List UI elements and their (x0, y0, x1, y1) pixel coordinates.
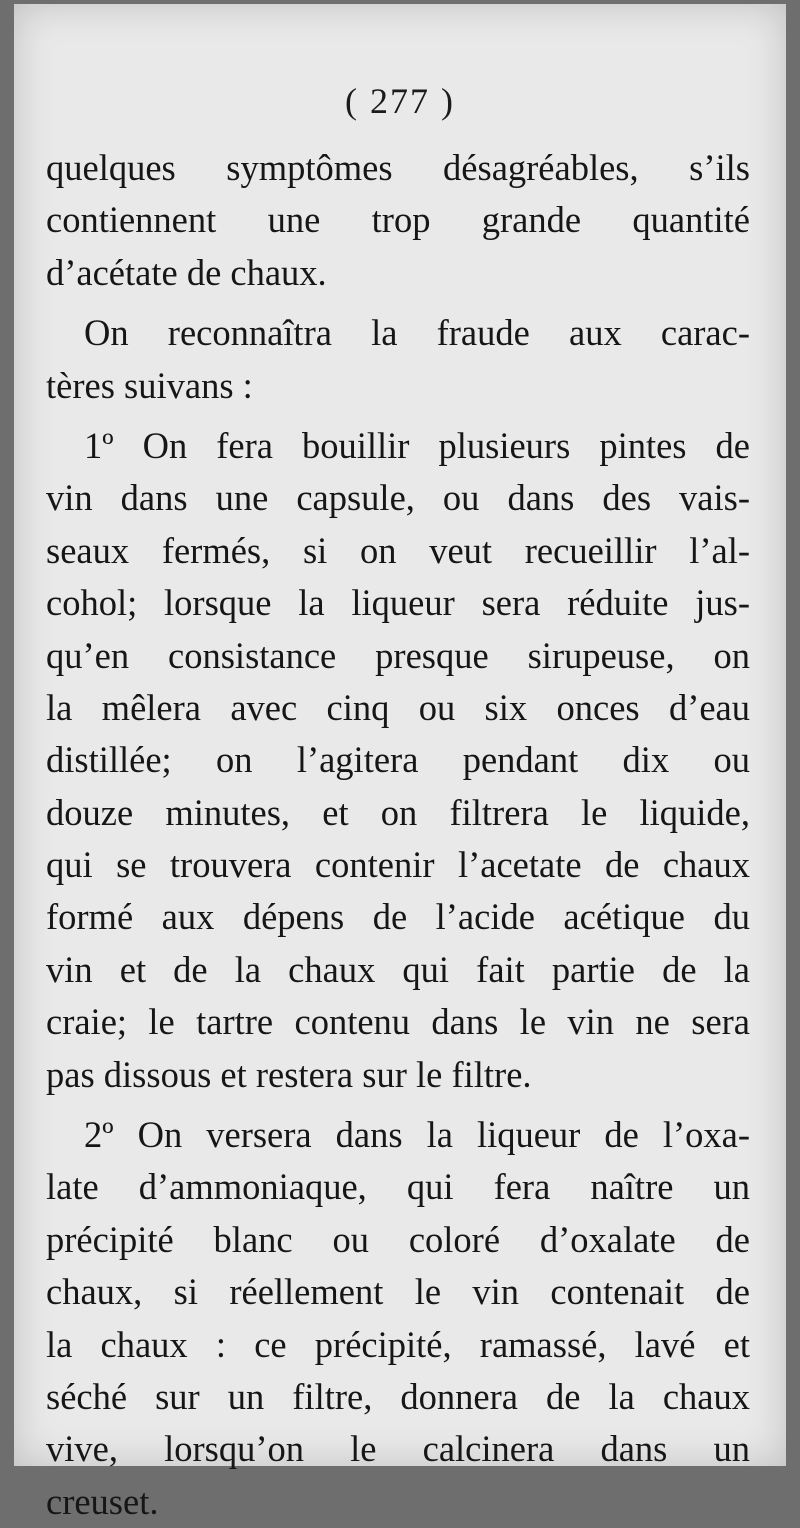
text-line: vin dans une capsule, ou dans des vais- (46, 477, 750, 519)
text-line: tères suivans : (46, 364, 253, 406)
text-line: 2º On versera dans la liqueur de l’oxa- (84, 1114, 750, 1156)
text-line: quelques symptômes désagréables, s’ils (46, 147, 750, 188)
page-number: ( 277 ) (345, 81, 455, 121)
text-line: qui se trouvera contenir l’acetate de chaux (46, 844, 750, 886)
text-line: pas dissous et restera sur le filtre. (46, 1053, 532, 1095)
text-line: craie; le tartre contenu dans le vin ne sera (46, 1001, 750, 1043)
text-line: seaux fermés, si on veut recueillir l’al- (46, 529, 750, 571)
text-line: vin et de la chaux qui fait partie de la (46, 948, 750, 990)
text-line: creuset. (46, 1480, 159, 1522)
paragraph-1 (46, 142, 750, 299)
book-page (14, 4, 786, 1522)
paragraph-4 (46, 1109, 750, 1528)
text-line: distillée; on l’agitera pendant dix ou (46, 739, 750, 781)
paragraph-3 (46, 420, 750, 1101)
text-line: formé aux dépens de l’acide acétique du (46, 896, 750, 938)
text-line: qu’en consistance presque sirupeuse, on (46, 634, 750, 676)
text-line: la chaux : ce précipité, ramassé, lavé et (46, 1323, 750, 1365)
text-line: cohol; lorsque la liqueur sera réduite jus- (46, 582, 750, 624)
text-line: douze minutes, et on filtrera le liquide, (46, 791, 750, 833)
text-line: la mêlera avec cinq ou six onces d’eau (46, 686, 750, 728)
paragraph-2 (46, 307, 750, 412)
text-line: On reconnaîtra la fraude aux carac- (84, 312, 750, 354)
text-line: vive, lorsqu’on le calcinera dans un (46, 1428, 750, 1470)
text-line: d’acétate de chaux. (46, 251, 327, 293)
text-line: chaux, si réellement le vin contenait de (46, 1271, 750, 1313)
text-line: 1º On fera bouillir plusieurs pintes de (84, 424, 750, 466)
page-body (46, 142, 750, 1528)
text-line: séché sur un filtre, donnera de la chaux (46, 1375, 750, 1417)
text-line: contiennent une trop grande quantité (46, 199, 750, 241)
text-line: précipité blanc ou coloré d’oxalate de (46, 1218, 750, 1260)
text-line: late d’ammoniaque, qui fera naître un (46, 1166, 750, 1208)
